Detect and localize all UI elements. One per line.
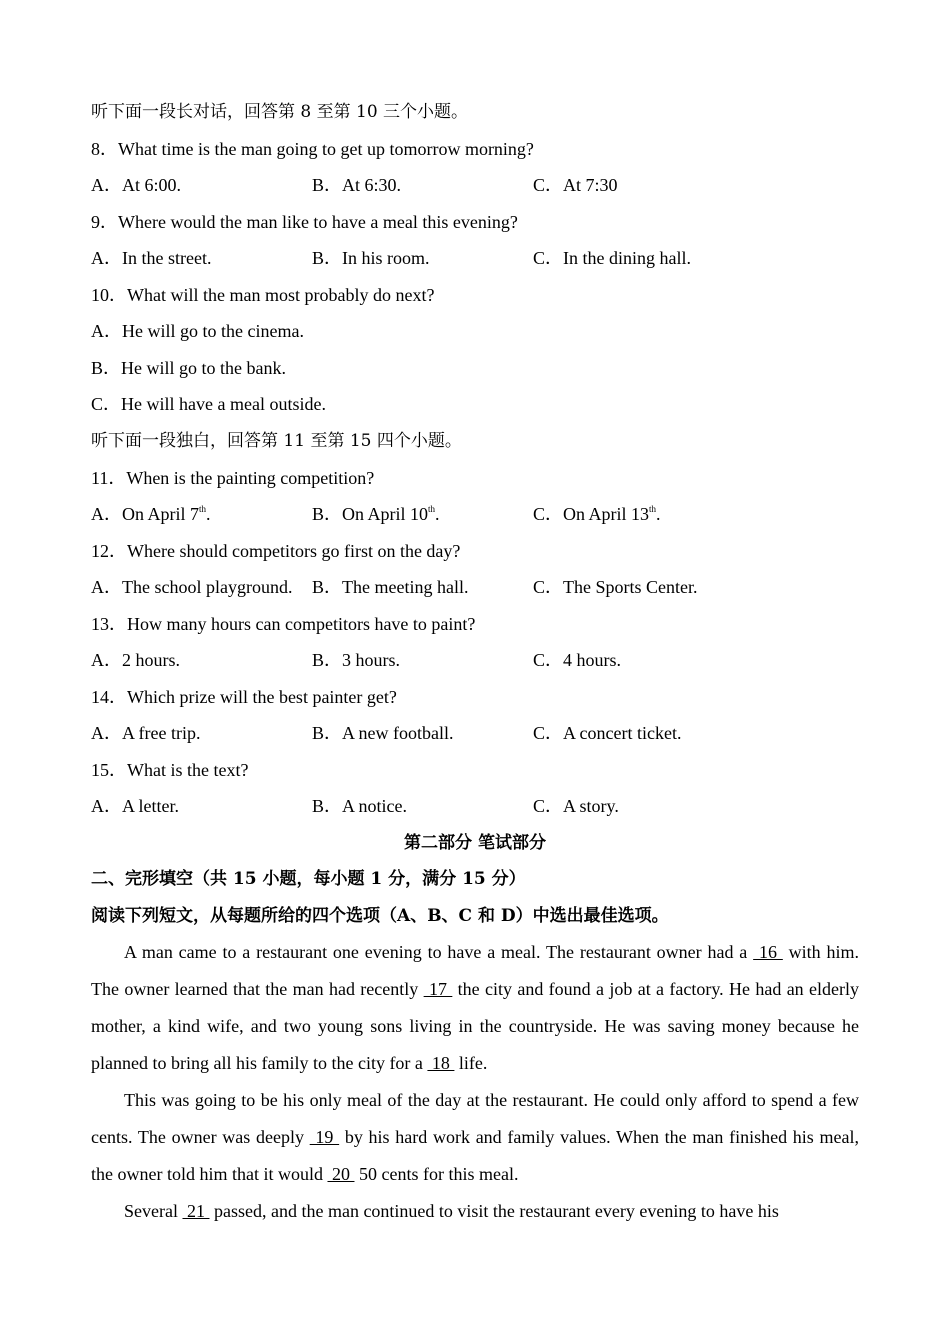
q14-option-b[interactable]: B．A new football. [312, 723, 454, 743]
q11-option-b-sup: th [428, 504, 436, 514]
question-8-stem: 8．What time is the man going to get up tomorrow morning? [91, 139, 534, 159]
question-11-stem: 11．When is the painting competition? [91, 468, 375, 488]
question-10-stem: 10．What will the man most probably do next? [91, 285, 435, 305]
blank-20[interactable]: 20 [327, 1164, 355, 1184]
q8-option-a[interactable]: A．At 6:00. [91, 175, 181, 195]
q15-option-a[interactable]: A．A letter. [91, 796, 179, 816]
q10-option-a[interactable]: A．He will go to the cinema. [91, 321, 304, 341]
q13-option-b[interactable]: B．3 hours. [312, 650, 401, 670]
q11-option-c[interactable] [533, 501, 661, 527]
blank-19[interactable]: 19 [309, 1127, 340, 1147]
question-15-options [91, 793, 859, 819]
part-two-title: 第二部分 笔试部分 [404, 833, 546, 853]
question-14-options [91, 720, 859, 746]
p3-text-1: Several [124, 1201, 183, 1221]
cloze-paragraph-3 [91, 1193, 859, 1230]
q9-option-c[interactable]: C．In the dining hall. [533, 248, 691, 268]
question-15-stem: 15．What is the text? [91, 760, 249, 780]
q12-option-c[interactable]: C．The Sports Center. [533, 577, 698, 597]
question-11-options [91, 501, 859, 527]
q11-option-b-text: B．On April 10 [312, 504, 429, 524]
question-8-options [91, 172, 859, 198]
q14-option-c[interactable]: C．A concert ticket. [533, 723, 682, 743]
p1-text-1: A man came to a restaurant one evening to have a meal. The restaurant owner had a [124, 942, 754, 962]
q10-option-c[interactable]: C．He will have a meal outside. [91, 394, 326, 414]
cloze-heading: 二、完形填空（共 15 小题，每小题 1 分，满分 15 分） [91, 869, 526, 889]
q11-option-b[interactable] [312, 501, 440, 527]
blank-18[interactable]: 18 [427, 1053, 455, 1073]
blank-16[interactable]: 16 [753, 942, 783, 962]
q15-option-b[interactable]: B．A notice. [312, 796, 407, 816]
q11-option-a-period: . [206, 504, 211, 524]
q11-option-a-sup: th [199, 504, 207, 514]
q12-option-a[interactable]: A．The school playground. [91, 577, 293, 597]
p1-text-4: life. [454, 1053, 488, 1073]
p3-text-2: passed, and the man continued to visit the restaurant every evening to have his [209, 1201, 779, 1221]
p1-text-2: with him. The owner learned that the man had recently [91, 942, 860, 999]
q15-option-c[interactable]: C．A story. [533, 796, 619, 816]
q11-option-c-sup: th [649, 504, 657, 514]
question-12-options [91, 574, 859, 600]
q13-option-a[interactable]: A．2 hours. [91, 650, 180, 670]
q11-option-c-text: C．On April 13 [533, 504, 650, 524]
q11-option-c-period: . [656, 504, 661, 524]
cloze-instruction: 阅读下列短文，从每题所给的四个选项（A、B、C 和 D）中选出最佳选项。 [91, 906, 669, 926]
listening-instruction-11-15: 听下面一段独白，回答第 11 至第 15 四个小题。 [91, 431, 462, 451]
cloze-paragraph-2 [91, 1082, 859, 1193]
q13-option-c[interactable]: C．4 hours. [533, 650, 622, 670]
q8-option-b[interactable]: B．At 6:30. [312, 175, 402, 195]
blank-17[interactable]: 17 [423, 979, 453, 999]
q11-option-b-period: . [435, 504, 440, 524]
p2-text-3: 50 cents for this meal. [354, 1164, 519, 1184]
cloze-paragraph-1 [91, 934, 859, 1082]
blank-21[interactable]: 21 [182, 1201, 210, 1221]
q10-option-b[interactable]: B．He will go to the bank. [91, 358, 286, 378]
q11-option-a[interactable] [91, 501, 211, 527]
question-12-stem: 12．Where should competitors go first on the day? [91, 541, 461, 561]
q12-option-b[interactable]: B．The meeting hall. [312, 577, 469, 597]
question-13-stem: 13．How many hours can competitors have to paint? [91, 614, 476, 634]
question-9-stem: 9．Where would the man like to have a meal this evening? [91, 212, 518, 232]
q9-option-a[interactable]: A．In the street. [91, 248, 212, 268]
q14-option-a[interactable]: A．A free trip. [91, 723, 201, 743]
p2-text-1: This was going to be his only meal of the day at the restaurant. He could only afford to spend a few cents. The owner was deeply [91, 1090, 859, 1147]
question-13-options [91, 647, 859, 673]
question-9-options [91, 245, 859, 271]
question-14-stem: 14．Which prize will the best painter get? [91, 687, 397, 707]
q9-option-b[interactable]: B．In his room. [312, 248, 430, 268]
q8-option-c[interactable]: C．At 7:30 [533, 175, 618, 195]
q11-option-a-text: A．On April 7 [91, 504, 199, 524]
listening-instruction-8-10: 听下面一段长对话，回答第 8 至第 10 三个小题。 [91, 102, 469, 122]
p1-text-3: the city and found a job at a factory. He had an elderly mother, a kind wife, and two young sons living in the countryside. He was saving money because he planned to bring all his family to the city for a [91, 979, 859, 1073]
p2-text-2: by his hard work and family values. When the man finished his meal, the owner told him that it would [91, 1127, 859, 1184]
